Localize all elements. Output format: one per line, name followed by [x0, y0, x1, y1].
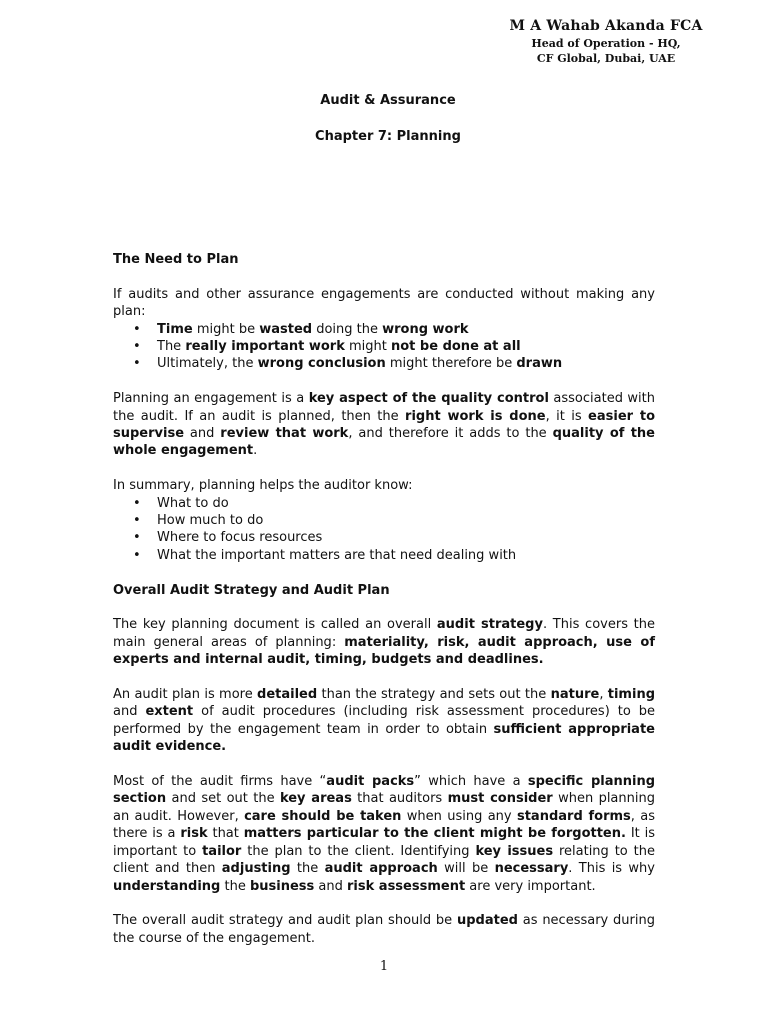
list-item: • Where to focus resources — [133, 530, 323, 546]
list-item: • Ultimately, the wrong conclusion might therefore be drawn — [133, 356, 563, 372]
planning-paragraph: Planning an engagement is a key aspect of the quality control associated with the audit. If an audit is planned, then the right work is done, it is easier to supervise and review that work, and therefore it adds to the quality of the whole engagement. — [113, 391, 656, 459]
chapter-title: Chapter 7: Planning — [315, 129, 461, 144]
document-body — [113, 251, 655, 947]
bullet-icon: • — [133, 495, 141, 511]
bullet-icon: • — [133, 547, 141, 563]
list-item: • What the important matters are that need dealing with — [133, 547, 517, 563]
bullet-icon: • — [133, 321, 141, 337]
update-paragraph: The overall audit strategy and audit plan should be updated as necessary during the course of the engagement. — [113, 913, 655, 946]
bullet-icon: • — [133, 356, 141, 372]
author-name: M A Wahab Akanda FCA — [509, 18, 703, 34]
bullet-icon: • — [133, 513, 141, 529]
author-role: Head of Operation - HQ, — [531, 37, 681, 50]
section-heading-audit-strategy: Overall Audit Strategy and Audit Plan — [113, 582, 390, 598]
list-item: • Time might be wasted doing the wrong work — [133, 321, 469, 337]
audit-plan-paragraph: An audit plan is more detailed than the strategy and sets out the nature, timing and extent of audit procedures (including risk assessment procedures) to be performed by the engagement team in order to obtain sufficient appropriate audit evidence. — [113, 687, 656, 755]
list-item: • How much to do — [133, 513, 264, 529]
bullet-icon: • — [133, 339, 141, 355]
author-organization: CF Global, Dubai, UAE — [536, 52, 676, 65]
author-header — [470, 16, 742, 66]
summary-intro: In summary, planning helps the auditor know: — [113, 478, 413, 494]
summary-list — [113, 495, 655, 565]
list-item: • What to do — [133, 495, 229, 511]
audit-packs-paragraph: Most of the audit firms have “audit packs” which have a specific planning section and set out the key areas that auditors must consider when planning an audit. However, care should be taken when using any standard forms, as there is a risk that matters particular to the client might be forgotten. It is important to tailor the plan to the client. Identifying key issues relating to the client and then adjusting the audit approach will be necessary. This is why understanding the business and risk assessment are very important. — [113, 774, 656, 894]
subject-title: Audit & Assurance — [320, 93, 456, 108]
consequences-list — [113, 321, 655, 373]
section-heading-need-to-plan: The Need to Plan — [113, 252, 239, 267]
page-number: 1 — [379, 959, 389, 974]
audit-strategy-paragraph: The key planning document is called an overall audit strategy. This covers the main general areas of planning: materiality, risk, audit approach, use of experts and internal audit, timing, budgets and deadlines. — [113, 617, 655, 668]
bullet-icon: • — [133, 530, 141, 546]
need-to-plan-intro: If audits and other assurance engagements are conducted without making any plan: — [113, 286, 655, 320]
list-item: • The really important work might not be done at all — [133, 339, 521, 355]
